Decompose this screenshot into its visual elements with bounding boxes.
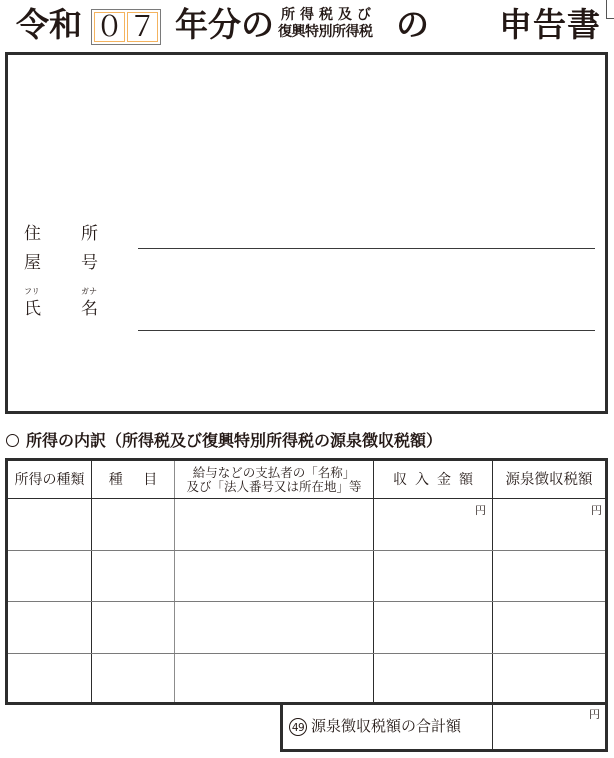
year-field[interactable] — [91, 9, 161, 45]
column-header-payer — [175, 461, 373, 499]
row2-income-type-field[interactable] — [8, 551, 91, 601]
row3-income-type-field[interactable] — [8, 602, 91, 653]
row4-item-field[interactable] — [92, 654, 174, 702]
column-header-income-type: 所得の種類 — [14, 471, 85, 488]
row2-revenue-field[interactable] — [374, 551, 492, 601]
row1-revenue-field[interactable] — [374, 517, 492, 550]
address-underline — [138, 248, 595, 249]
furigana-label-part2: ガナ — [81, 287, 97, 296]
withholding-unit-label: 円 — [591, 504, 602, 517]
row2-item-field[interactable] — [92, 551, 174, 601]
tax-type-line2: 復興特別所得税 — [278, 24, 373, 40]
row3-item-field[interactable] — [92, 602, 174, 653]
corner-registration-mark — [606, 0, 614, 19]
row4-income-type-field[interactable] — [8, 654, 91, 702]
year-suffix-label: 年分の — [175, 5, 274, 44]
revenue-unit-label: 円 — [475, 504, 486, 517]
name-label-char2: 名 — [81, 299, 98, 319]
tax-type-line1: 所得税及び — [281, 7, 376, 23]
total-unit-label: 円 — [589, 708, 600, 721]
name-field[interactable] — [138, 297, 595, 330]
line-number-badge: 49 — [289, 718, 307, 736]
row4-withholding-field[interactable] — [493, 654, 605, 702]
row2-withholding-field[interactable] — [493, 551, 605, 601]
furigana-label-part1: フリ — [24, 287, 40, 296]
year-digit-2[interactable]: ７ — [128, 10, 157, 43]
address-label-char2: 所 — [81, 224, 98, 244]
name-underline — [138, 330, 595, 331]
column-header-payer-line1: 給与などの支払者の「名称」 — [192, 465, 356, 480]
row1-item-field[interactable] — [92, 499, 174, 550]
row4-revenue-field[interactable] — [374, 654, 492, 702]
shop-name-label-char2: 号 — [81, 253, 98, 273]
row1-income-type-field[interactable] — [8, 499, 91, 550]
row4-payer-field[interactable] — [175, 654, 373, 702]
row1-withholding-field[interactable] — [493, 517, 605, 550]
withholding-total-text: 源泉徴収税額の合計額 — [311, 717, 462, 735]
title-particle: の — [396, 5, 429, 44]
taxpayer-info-box — [5, 52, 608, 414]
row2-payer-field[interactable] — [175, 551, 373, 601]
circle-bullet-icon — [6, 434, 19, 447]
address-label-char1: 住 — [24, 224, 41, 244]
tax-type-label — [278, 7, 398, 41]
column-header-withholding: 源泉徴収税額 — [505, 471, 593, 488]
income-breakdown-title: 所得の内訳（所得税及び復興特別所得税の源泉徴収税額） — [26, 431, 443, 450]
column-header-item: 種 目 — [108, 471, 166, 488]
era-label: 令和 — [16, 5, 82, 44]
income-breakdown-heading — [6, 431, 442, 451]
income-breakdown-table — [5, 458, 608, 705]
shop-name-label-char1: 屋 — [24, 253, 41, 273]
year-digit-1[interactable]: ０ — [95, 10, 124, 43]
column-header-payer-line2: 及び「法人番号又は所在地」等 — [186, 479, 362, 494]
withholding-total-box — [280, 703, 608, 752]
row1-payer-field[interactable] — [175, 499, 373, 550]
page-title: 申告書 — [499, 5, 601, 44]
withholding-total-label — [289, 716, 461, 736]
row3-revenue-field[interactable] — [374, 602, 492, 653]
withholding-total-field[interactable] — [494, 723, 604, 749]
row3-payer-field[interactable] — [175, 602, 373, 653]
row3-withholding-field[interactable] — [493, 602, 605, 653]
address-field[interactable] — [138, 215, 595, 248]
name-label-char1: 氏 — [24, 299, 41, 319]
column-divider — [492, 705, 493, 749]
column-header-revenue: 収入金額 — [393, 471, 481, 488]
